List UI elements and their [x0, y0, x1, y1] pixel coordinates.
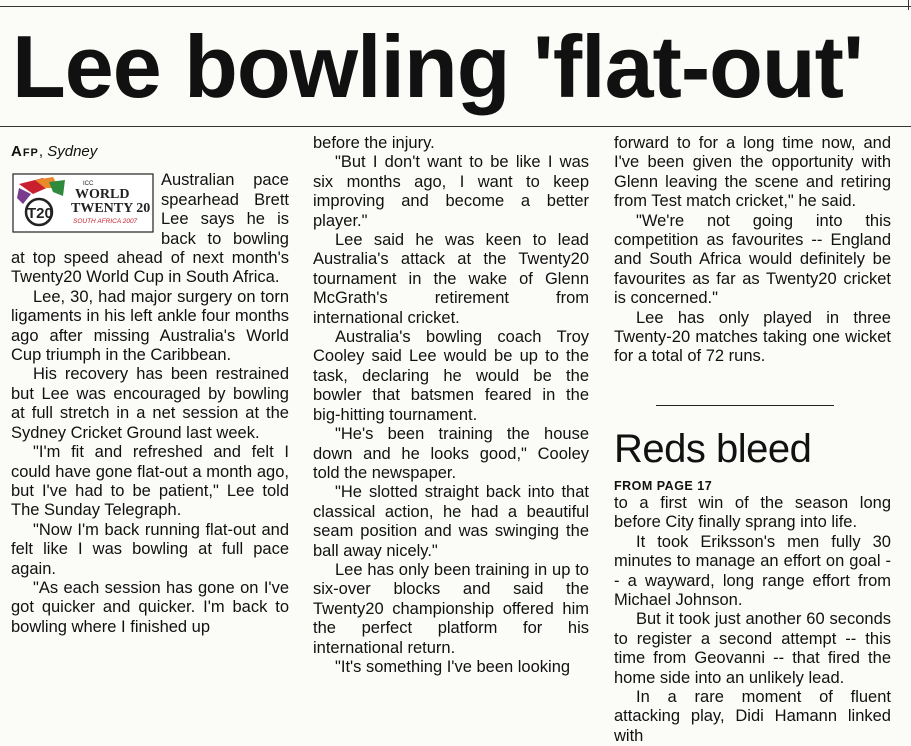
- headline-rule: [0, 126, 911, 127]
- article-paragraph: "Now I'm back running flat-out and felt like I was bowling at full pace again.: [11, 520, 289, 578]
- logo-line3: TWENTY 20: [71, 201, 151, 217]
- column-3: [614, 134, 891, 745]
- article-paragraph: Lee has only played in three Twenty-20 matches taking one wicket for a total of 72 runs.: [614, 308, 891, 366]
- second-story-paragraph: In a rare moment of fluent attacking play, Didi Hamann linked with: [614, 687, 891, 745]
- logo-line2: WORLD: [75, 187, 130, 203]
- continued-from-ref: FROM PAGE 17: [614, 478, 713, 493]
- logo-badge: T20: [27, 205, 53, 223]
- headline: Lee bowling 'flat-out': [12, 17, 863, 116]
- article-paragraph: Australia's bowling coach Troy Cooley said Lee would be up to the task, declaring he would be the bowler that batsmen feared in the big-hitting tournament.: [313, 328, 589, 424]
- article-paragraph: "As each session has gone on I've got quicker and quicker. I'm back to bowling where I finished up: [11, 578, 289, 636]
- article-paragraph: "But I don't want to be like I was six months ago, I want to keep improving and become a better player.": [313, 153, 589, 230]
- article-paragraph: before the injury.: [313, 134, 435, 152]
- second-story-paragraph: It took Eriksson's men fully 30 minutes to manage an effort on goal -- a wayward, long range effort from Michael Johnson.: [614, 532, 891, 609]
- column-2: [313, 134, 589, 717]
- article-paragraph: Lee said he was keen to lead Australia's attack at the Twenty20 tournament in the wake of Glenn McGrath's retirement from international cricket.: [313, 231, 589, 327]
- story-divider: [656, 405, 834, 406]
- world-twenty20-logo: [13, 174, 153, 232]
- article-paragraph: Lee, 30, had major surgery on torn ligaments in his left ankle four months ago after missing Australia's World Cup triumph in the Caribbean.: [11, 287, 289, 365]
- top-rule: [0, 0, 911, 8]
- article-paragraph: forward to for a long time now, and I've been given the opportunity with Glenn leaving the scene and retiring from Test match cricket," he said.: [614, 134, 891, 211]
- article-paragraph: "He's been training the house down and he looks good," Cooley told the newspaper.: [313, 425, 589, 482]
- byline-place: Sydney: [47, 143, 98, 160]
- byline-agency: Afp: [11, 143, 39, 160]
- article-paragraph: "We're not going into this competition as favourites -- England and South Africa would definitely be favourites as far as Twenty20 cricket is concerned.": [614, 211, 891, 308]
- article-paragraph: "He slotted straight back into that classical action, he had a beautiful seam position and was swinging the ball away nicely.": [313, 483, 589, 560]
- article-paragraph: "It's something I've been looking: [335, 657, 571, 676]
- byline: Afp, Sydney: [11, 143, 98, 160]
- article-paragraph: His recovery has been restrained but Lee was encouraged by bowling at full stretch in a net session at the Sydney Cricket Ground last week.: [11, 365, 289, 442]
- second-story-paragraph: But it took just another 60 seconds to register a second attempt -- this time from Geovanni -- that fired the home side into an unlikely lead.: [614, 610, 891, 687]
- logo-line4: SOUTH AFRICA 2007: [73, 218, 138, 226]
- column-1: [11, 134, 289, 717]
- article-paragraph: Lee has only been training in up to six-over blocks and said the Twenty20 championship offered him the perfect platform for his international return.: [313, 560, 589, 657]
- logo-line1: ICC: [83, 181, 94, 188]
- second-story-headline: Reds bleed: [614, 426, 812, 471]
- article-paragraph: "I'm fit and refreshed and felt I could have gone flat-out a month ago, but I've had to be patient," Lee told The Sunday Telegraph.: [11, 443, 289, 520]
- second-story-paragraph: to a first win of the season long before City finally sprang into life.: [614, 493, 891, 532]
- article-paragraph: Australian pace spearhead Brett Lee says he is back to bowling at top speed ahead of next month's Twenty20 World Cup in South Africa.: [11, 171, 289, 287]
